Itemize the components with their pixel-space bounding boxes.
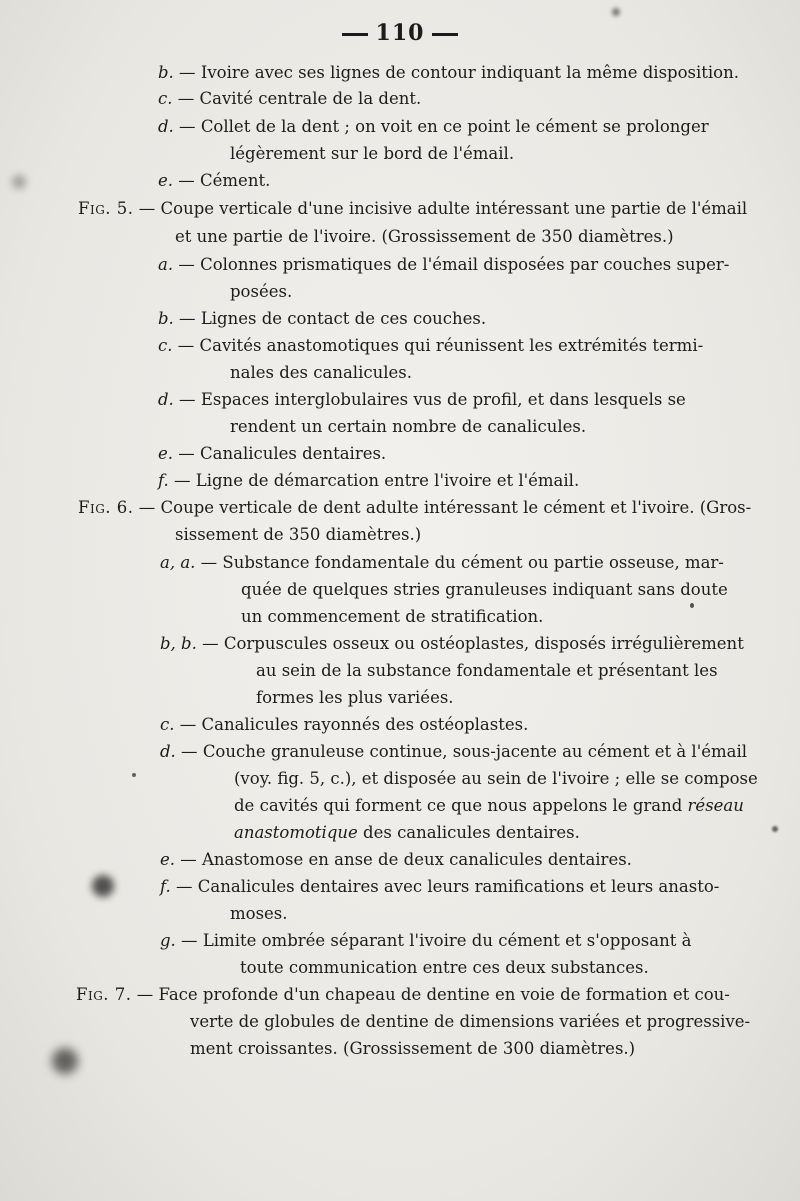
item-label: c. [158, 336, 173, 355]
legend-item: d. — Espaces interglobulaires vus de profil, et dans lesquels se [158, 390, 686, 409]
item-label: f. [158, 471, 169, 490]
item-continuation: toute communication entre ces deux substances. [240, 958, 649, 977]
item-text: Substance fondamentale du cément ou partie osseuse, mar- [222, 553, 724, 572]
item-continuation: (voy. fig. 5, c.), et disposée au sein de l'ivoire ; elle se compose [234, 769, 758, 788]
item-label: d. [160, 742, 176, 761]
legend-item: f. — Ligne de démarcation entre l'ivoire et l'émail. [158, 471, 580, 490]
page-header [0, 20, 800, 46]
item-label: e. [160, 850, 176, 869]
item-label: b. [158, 63, 174, 82]
item-text: de cavités qui forment ce que nous appelons le grand [234, 796, 683, 815]
item-continuation: au sein de la substance fondamentale et présentant les [256, 661, 718, 680]
legend-item: g. — Limite ombrée séparant l'ivoire du cément et s'opposant à [160, 931, 692, 950]
item-continuation: légèrement sur le bord de l'émail. [230, 144, 515, 163]
legend-item: c. — Cavité centrale de la dent. [158, 89, 422, 108]
item-text: Cavités anastomotiques qui réunissent les extrémités termi- [199, 336, 704, 355]
item-text: Limite ombrée séparant l'ivoire du cément et s'opposant à [202, 931, 692, 950]
item-label: a. [158, 255, 174, 274]
item-continuation: posées. [230, 282, 293, 301]
legend-item: a. — Colonnes prismatiques de l'émail disposées par couches super- [158, 255, 730, 274]
item-label: c. [160, 715, 175, 734]
item-text: Espaces interglobulaires vus de profil, et dans lesquels se [200, 390, 686, 409]
figure-caption-continuation: sissement de 350 diamètres.) [175, 525, 422, 544]
item-label: g. [160, 931, 176, 950]
item-text: Canalicules dentaires avec leurs ramifications et leurs anasto- [197, 877, 720, 896]
figure-caption: Fig. 7. — Face profonde d'un chapeau de dentine en voie de formation et cou- [76, 985, 730, 1004]
legend-item: e. — Canalicules dentaires. [158, 444, 387, 463]
item-continuation [234, 795, 744, 817]
item-continuation: rendent un certain nombre de canalicules. [230, 417, 587, 436]
item-label: c. [158, 89, 173, 108]
figure-caption: Fig. 5. — Coupe verticale d'une incisive adulte intéressant une partie de l'émail [78, 199, 748, 218]
ink-stain [52, 1048, 78, 1074]
item-text: Colonnes prismatiques de l'émail disposées par couches super- [200, 255, 730, 274]
figure-text: Coupe verticale de dent adulte intéressant le cément et l'ivoire. (Gros- [160, 498, 752, 517]
ink-stain [92, 875, 114, 897]
figure-caption: Fig. 6. — Coupe verticale de dent adulte intéressant le cément et l'ivoire. (Gros- [78, 498, 752, 517]
ink-stain [612, 8, 620, 16]
item-text: Corpuscules osseux ou ostéoplastes, disposés irrégulièrement [223, 634, 744, 653]
figure-caption-continuation: et une partie de l'ivoire. (Grossissement de 350 diamètres.) [175, 227, 674, 246]
item-text: Canalicules rayonnés des ostéoplastes. [201, 715, 529, 734]
item-text: Cément. [200, 171, 271, 190]
item-continuation: formes les plus variées. [256, 688, 454, 707]
figure-label: Fig. 5. [78, 199, 134, 218]
item-label: d. [158, 390, 174, 409]
item-text: Ivoire avec ses lignes de contour indiquant la même disposition. [200, 63, 739, 82]
item-label: e. [158, 171, 174, 190]
figure-label: Fig. 6. [78, 498, 134, 517]
legend-item: e. — Anastomose en anse de deux canalicules dentaires. [160, 850, 632, 869]
ink-stain [690, 603, 694, 608]
item-text: Cavité centrale de la dent. [199, 89, 422, 108]
ink-stain [12, 175, 26, 189]
item-label: a, a. [160, 553, 196, 572]
header-dash [342, 33, 368, 36]
item-continuation [234, 822, 580, 844]
item-text: Anastomose en anse de deux canalicules dentaires. [202, 850, 632, 869]
item-continuation: un commencement de stratification. [241, 607, 544, 626]
legend-item: d. — Couche granuleuse continue, sous-jacente au cément et à l'émail [160, 742, 748, 761]
item-label: b. [158, 309, 174, 328]
item-label: e. [158, 444, 174, 463]
item-text: Couche granuleuse continue, sous-jacente au cément et à l'émail [202, 742, 748, 761]
legend-item: b. — Ivoire avec ses lignes de contour indiquant la même disposition. [158, 63, 739, 82]
item-label: d. [158, 117, 174, 136]
legend-item: c. — Cavités anastomotiques qui réunissent les extrémités termi- [158, 336, 704, 355]
item-continuation: quée de quelques stries granuleuses indiquant sans doute [241, 580, 728, 599]
legend-item: d. — Collet de la dent ; on voit en ce point le cément se prolonger [158, 117, 709, 136]
header-dash [432, 33, 458, 36]
page-number: 110 [375, 20, 425, 46]
emphasis-text: réseau [687, 796, 744, 815]
legend-item: f. — Canalicules dentaires avec leurs ramifications et leurs anasto- [160, 877, 720, 896]
ink-stain [772, 826, 778, 832]
item-text: des canalicules dentaires. [363, 823, 580, 842]
item-continuation: moses. [230, 904, 288, 923]
ink-stain [132, 773, 136, 777]
legend-item: e. — Cément. [158, 171, 271, 190]
legend-item: c. — Canalicules rayonnés des ostéoplastes. [160, 715, 529, 734]
figure-text: Face profonde d'un chapeau de dentine en voie de formation et cou- [158, 985, 730, 1004]
item-label: f. [160, 877, 171, 896]
item-text: Ligne de démarcation entre l'ivoire et l'émail. [195, 471, 580, 490]
legend-item: a, a. — Substance fondamentale du cément ou partie osseuse, mar- [160, 553, 724, 572]
item-text: Lignes de contact de ces couches. [200, 309, 487, 328]
figure-caption-continuation: ment croissantes. (Grossissement de 300 diamètres.) [190, 1039, 636, 1058]
figure-label: Fig. 7. [76, 985, 132, 1004]
legend-item: b, b. — Corpuscules osseux ou ostéoplastes, disposés irrégulièrement [160, 634, 744, 653]
emphasis-text: anastomotique [234, 823, 358, 842]
figure-caption-continuation: verte de globules de dentine de dimensions variées et progressive- [190, 1012, 751, 1031]
item-text: Canalicules dentaires. [200, 444, 387, 463]
item-continuation: nales des canalicules. [230, 363, 412, 382]
legend-item: b. — Lignes de contact de ces couches. [158, 309, 487, 328]
item-text: Collet de la dent ; on voit en ce point le cément se prolonger [200, 117, 709, 136]
figure-text: Coupe verticale d'une incisive adulte intéressant une partie de l'émail [160, 199, 748, 218]
item-label: b, b. [160, 634, 197, 653]
